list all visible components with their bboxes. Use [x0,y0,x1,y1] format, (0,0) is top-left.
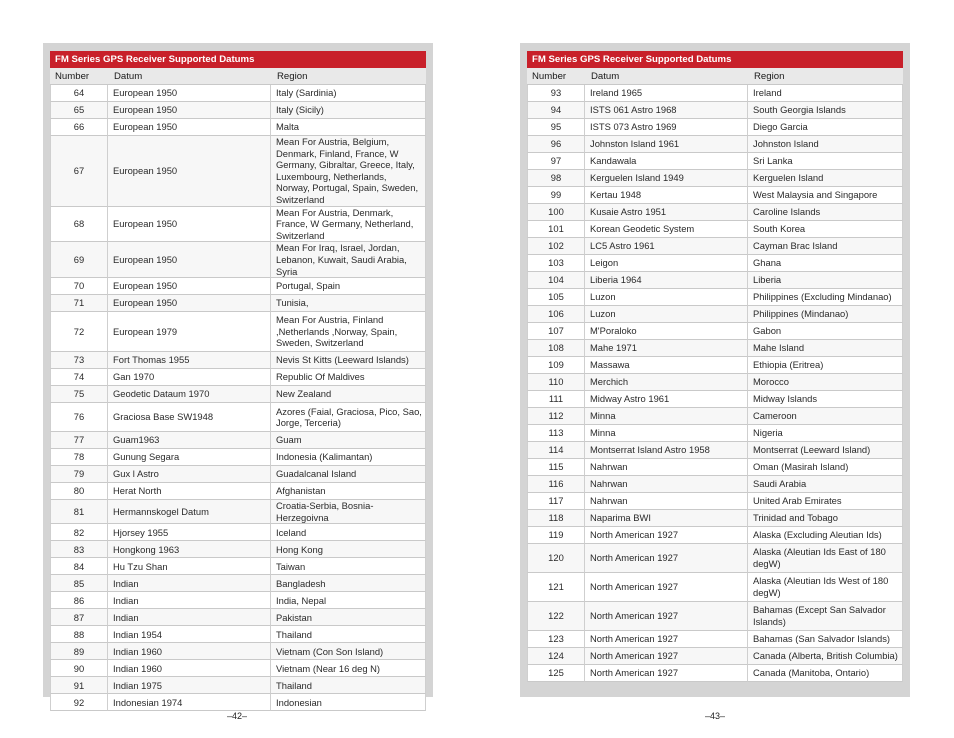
cell-region: Vietnam (Con Son Island) [271,643,426,660]
cell-number: 125 [527,665,585,682]
cell-number: 118 [527,510,585,527]
cell-region: Thailand [271,677,426,694]
cell-datum: Luzon [585,289,748,306]
cell-number: 95 [527,119,585,136]
cell-region: Ghana [748,255,903,272]
cell-datum: Graciosa Base SW1948 [108,403,271,432]
table-row [50,119,426,136]
cell-region: Canada (Manitoba, Ontario) [748,665,903,682]
table-row [50,558,426,575]
cell-number: 82 [50,524,108,541]
cell-region: Alaska (Excluding Aleutian Ids) [748,527,903,544]
table-row [527,665,903,682]
cell-region: Republic Of Maldives [271,369,426,386]
cell-region: United Arab Emirates [748,493,903,510]
cell-datum: European 1950 [108,242,271,278]
cell-number: 68 [50,207,108,243]
cell-number: 80 [50,483,108,500]
table-row [527,573,903,602]
cell-region: Midway Islands [748,391,903,408]
cell-datum: Hongkong 1963 [108,541,271,558]
cell-datum: North American 1927 [585,527,748,544]
table-row [50,677,426,694]
table-row [50,592,426,609]
table-row [527,238,903,255]
cell-datum: Gux l Astro [108,466,271,483]
cell-number: 89 [50,643,108,660]
cell-region: Iceland [271,524,426,541]
cell-region: South Korea [748,221,903,238]
cell-region: Pakistan [271,609,426,626]
cell-number: 88 [50,626,108,643]
cell-datum: North American 1927 [585,648,748,665]
cell-datum: Kertau 1948 [585,187,748,204]
cell-region: Kerguelen Island [748,170,903,187]
table-row [527,119,903,136]
table-row [50,403,426,432]
cell-datum: Indian 1954 [108,626,271,643]
column-header-region: Region [271,68,426,85]
cell-number: 111 [527,391,585,408]
cell-region: Trinidad and Tobago [748,510,903,527]
cell-region: India, Nepal [271,592,426,609]
table-row [527,323,903,340]
cell-region: Johnston Island [748,136,903,153]
table-row [50,483,426,500]
cell-datum: North American 1927 [585,602,748,631]
cell-region: Nevis St Kitts (Leeward Islands) [271,352,426,369]
cell-region: Cayman Brac Island [748,238,903,255]
cell-number: 109 [527,357,585,374]
table-row [50,449,426,466]
cell-region: Mahe Island [748,340,903,357]
cell-datum: Johnston Island 1961 [585,136,748,153]
cell-datum: Montserrat Island Astro 1958 [585,442,748,459]
cell-number: 84 [50,558,108,575]
cell-region: Guadalcanal Island [271,466,426,483]
cell-number: 115 [527,459,585,476]
table-row [527,602,903,631]
cell-datum: Indian [108,609,271,626]
cell-number: 102 [527,238,585,255]
cell-datum: Minna [585,425,748,442]
datum-table-left [50,51,426,711]
cell-datum: European 1950 [108,136,271,207]
cell-datum: European 1950 [108,85,271,102]
cell-number: 66 [50,119,108,136]
cell-region: Diego Garcia [748,119,903,136]
table-row [527,221,903,238]
cell-datum: Midway Astro 1961 [585,391,748,408]
cell-number: 78 [50,449,108,466]
cell-datum: Kandawala [585,153,748,170]
cell-number: 91 [50,677,108,694]
cell-number: 107 [527,323,585,340]
cell-datum: Ireland 1965 [585,85,748,102]
cell-region: Bahamas (San Salvador Islands) [748,631,903,648]
table-row [527,340,903,357]
cell-region: Bangladesh [271,575,426,592]
cell-datum: Herat North [108,483,271,500]
table-row [527,102,903,119]
cell-number: 87 [50,609,108,626]
cell-region: Liberia [748,272,903,289]
cell-number: 103 [527,255,585,272]
cell-region: Ethiopia (Eritrea) [748,357,903,374]
cell-number: 120 [527,544,585,573]
cell-region: Philippines (Mindanao) [748,306,903,323]
cell-datum: North American 1927 [585,573,748,602]
table-row [50,432,426,449]
cell-datum: Nahrwan [585,476,748,493]
column-header-number: Number [527,68,585,85]
cell-number: 69 [50,242,108,278]
cell-datum: European 1950 [108,295,271,312]
cell-datum: Kusaie Astro 1951 [585,204,748,221]
cell-region: Guam [271,432,426,449]
table-title: FM Series GPS Receiver Supported Datums [50,51,426,68]
cell-datum: Fort Thomas 1955 [108,352,271,369]
cell-number: 92 [50,694,108,711]
cell-number: 70 [50,278,108,295]
table-row [50,85,426,102]
table-row [527,442,903,459]
cell-datum: European 1950 [108,102,271,119]
cell-number: 101 [527,221,585,238]
cell-number: 108 [527,340,585,357]
cell-number: 94 [527,102,585,119]
cell-datum: Liberia 1964 [585,272,748,289]
cell-datum: Minna [585,408,748,425]
cell-region: Bahamas (Except San Salvador Islands) [748,602,903,631]
cell-number: 64 [50,85,108,102]
table-row [50,352,426,369]
cell-number: 79 [50,466,108,483]
cell-number: 73 [50,352,108,369]
cell-number: 122 [527,602,585,631]
cell-region: New Zealand [271,386,426,403]
cell-region: Azores (Faial, Graciosa, Pico, Sao, Jorge, Terceria) [271,403,426,432]
datum-table-right [527,51,903,682]
cell-number: 124 [527,648,585,665]
table-row [527,459,903,476]
table-row [50,626,426,643]
cell-region: Cameroon [748,408,903,425]
cell-region: Oman (Masirah Island) [748,459,903,476]
cell-number: 110 [527,374,585,391]
cell-region: Alaska (Aleutian Ids East of 180 degW) [748,544,903,573]
table-row [527,357,903,374]
table-row [527,204,903,221]
table-row [50,312,426,352]
cell-number: 116 [527,476,585,493]
cell-number: 77 [50,432,108,449]
cell-number: 83 [50,541,108,558]
cell-region: Ireland [748,85,903,102]
cell-number: 106 [527,306,585,323]
cell-region: Caroline Islands [748,204,903,221]
table-row [50,136,426,207]
cell-region: Hong Kong [271,541,426,558]
table-row [527,272,903,289]
table-row [527,408,903,425]
table-row [527,289,903,306]
cell-region: Malta [271,119,426,136]
page-number-right: –43– [704,711,726,721]
cell-number: 65 [50,102,108,119]
cell-region: Nigeria [748,425,903,442]
cell-datum: European 1950 [108,207,271,243]
cell-datum: Korean Geodetic System [585,221,748,238]
cell-number: 93 [527,85,585,102]
cell-number: 100 [527,204,585,221]
cell-region: Mean For Austria, Denmark, France, W Germany, Netherland, Switzerland [271,207,426,243]
cell-number: 96 [527,136,585,153]
table-row [527,493,903,510]
cell-datum: Indian 1975 [108,677,271,694]
cell-number: 76 [50,403,108,432]
cell-datum: European 1950 [108,278,271,295]
cell-number: 90 [50,660,108,677]
cell-region: Mean For Iraq, Israel, Jordan, Lebanon, Kuwait, Saudi Arabia, Syria [271,242,426,278]
cell-datum: Nahrwan [585,459,748,476]
cell-number: 105 [527,289,585,306]
column-header-number: Number [50,68,108,85]
cell-datum: Gan 1970 [108,369,271,386]
cell-number: 121 [527,573,585,602]
cell-number: 75 [50,386,108,403]
right-page-panel [520,43,910,697]
column-header-datum: Datum [108,68,271,85]
datum-rows-right [527,85,903,682]
table-row [527,476,903,493]
table-row [527,170,903,187]
cell-datum: M'Poraloko [585,323,748,340]
table-row [50,466,426,483]
cell-datum: Indian 1960 [108,660,271,677]
cell-number: 67 [50,136,108,207]
cell-number: 123 [527,631,585,648]
table-row [50,660,426,677]
cell-region: Morocco [748,374,903,391]
cell-datum: North American 1927 [585,544,748,573]
cell-datum: Hjorsey 1955 [108,524,271,541]
cell-region: Indonesian [271,694,426,711]
cell-region: Indonesia (Kalimantan) [271,449,426,466]
table-row [50,524,426,541]
table-row [50,541,426,558]
cell-datum: ISTS 061 Astro 1968 [585,102,748,119]
cell-number: 113 [527,425,585,442]
cell-number: 74 [50,369,108,386]
cell-number: 112 [527,408,585,425]
cell-datum: Leigon [585,255,748,272]
table-row [50,386,426,403]
cell-region: Taiwan [271,558,426,575]
table-title: FM Series GPS Receiver Supported Datums [527,51,903,68]
table-row [50,207,426,243]
cell-number: 119 [527,527,585,544]
column-header-datum: Datum [585,68,748,85]
cell-datum: North American 1927 [585,665,748,682]
table-row [50,102,426,119]
table-row [50,643,426,660]
cell-region: Saudi Arabia [748,476,903,493]
cell-datum: Merchich [585,374,748,391]
cell-datum: North American 1927 [585,631,748,648]
cell-number: 117 [527,493,585,510]
table-row [527,510,903,527]
cell-region: Montserrat (Leeward Island) [748,442,903,459]
cell-number: 98 [527,170,585,187]
cell-datum: Mahe 1971 [585,340,748,357]
cell-datum: Massawa [585,357,748,374]
cell-region: Vietnam (Near 16 deg N) [271,660,426,677]
cell-datum: Geodetic Dataum 1970 [108,386,271,403]
cell-region: Italy (Sardinia) [271,85,426,102]
cell-datum: ISTS 073 Astro 1969 [585,119,748,136]
table-row [50,369,426,386]
cell-datum: European 1979 [108,312,271,352]
cell-region: Canada (Alberta, British Columbia) [748,648,903,665]
table-row [527,527,903,544]
cell-number: 85 [50,575,108,592]
cell-datum: Indonesian 1974 [108,694,271,711]
table-row [527,648,903,665]
cell-datum: Naparima BWI [585,510,748,527]
cell-region: Tunisia, [271,295,426,312]
cell-region: Gabon [748,323,903,340]
table-row [527,136,903,153]
cell-datum: LC5 Astro 1961 [585,238,748,255]
cell-datum: Kerguelen Island 1949 [585,170,748,187]
table-row [527,187,903,204]
table-row [527,425,903,442]
left-page-panel [43,43,433,708]
table-row [50,500,426,524]
table-row [50,575,426,592]
cell-region: Philippines (Excluding Mindanao) [748,289,903,306]
cell-datum: Indian [108,575,271,592]
cell-number: 99 [527,187,585,204]
cell-number: 97 [527,153,585,170]
cell-number: 86 [50,592,108,609]
cell-region: Mean For Austria, Belgium, Denmark, Finland, France, W Germany, Gibraltar, Greece, Italy, Luxembourg, Netherlands, Norway, Portugal, Spain, Sweden, Switzerland [271,136,426,207]
page-number-left: –42– [226,711,248,721]
table-row [527,153,903,170]
cell-region: Alaska (Aleutian Ids West of 180 degW) [748,573,903,602]
cell-region: Thailand [271,626,426,643]
cell-datum: Luzon [585,306,748,323]
table-row [50,278,426,295]
cell-region: Croatia-Serbia, Bosnia-Herzegoivna [271,500,426,524]
table-row [527,374,903,391]
cell-region: Sri Lanka [748,153,903,170]
cell-region: South Georgia Islands [748,102,903,119]
table-row [527,255,903,272]
cell-number: 71 [50,295,108,312]
cell-region: Afghanistan [271,483,426,500]
cell-region: Portugal, Spain [271,278,426,295]
cell-datum: Hu Tzu Shan [108,558,271,575]
cell-datum: Guam1963 [108,432,271,449]
table-row [527,306,903,323]
cell-region: Italy (Sicily) [271,102,426,119]
table-row [527,544,903,573]
cell-datum: Indian 1960 [108,643,271,660]
cell-number: 104 [527,272,585,289]
cell-datum: Indian [108,592,271,609]
cell-datum: Gunung Segara [108,449,271,466]
cell-datum: Nahrwan [585,493,748,510]
cell-region: West Malaysia and Singapore [748,187,903,204]
cell-number: 114 [527,442,585,459]
cell-number: 81 [50,500,108,524]
cell-region: Mean For Austria, Finland ,Netherlands ,Norway, Spain, Sweden, Switzerland [271,312,426,352]
column-header-region: Region [748,68,903,85]
table-row [527,391,903,408]
cell-number: 72 [50,312,108,352]
table-row [50,295,426,312]
cell-datum: Hermannskogel Datum [108,500,271,524]
table-row [50,694,426,711]
datum-rows-left [50,85,426,711]
table-row [50,242,426,278]
table-row [527,631,903,648]
table-row [50,609,426,626]
table-row [527,85,903,102]
cell-datum: European 1950 [108,119,271,136]
